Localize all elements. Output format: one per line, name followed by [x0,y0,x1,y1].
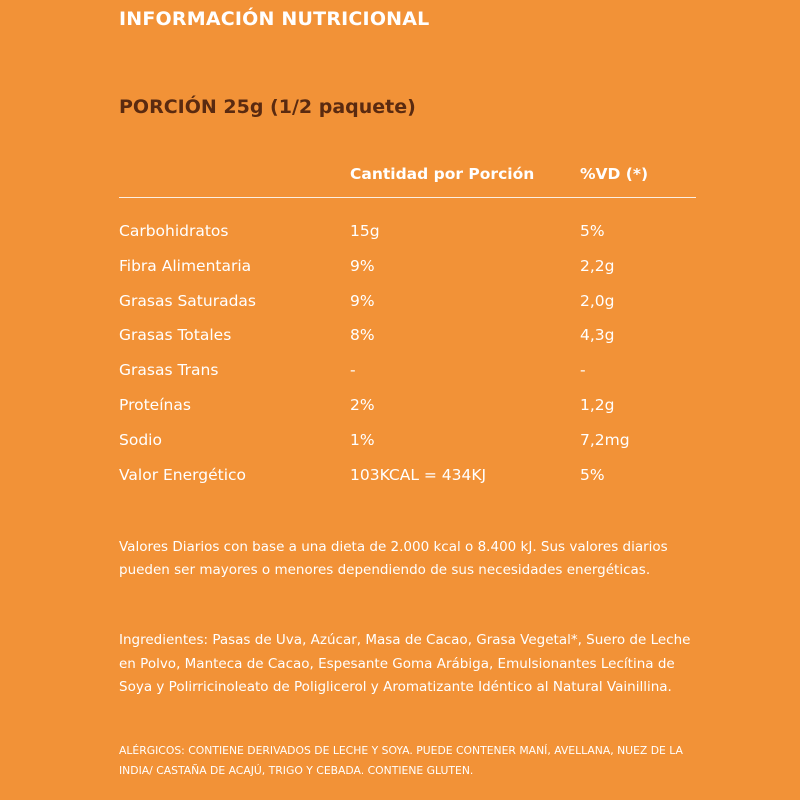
table-row [119,292,696,327]
table-header [119,165,696,187]
nutrient-daily-value: 2,2g [580,256,615,275]
table-row [119,222,696,257]
nutrient-amount: 1% [350,430,375,449]
nutrient-amount: - [350,361,356,380]
nutrient-name: Grasas Saturadas [119,291,256,310]
header-daily-value: %VD (*) [580,165,649,183]
nutrient-name: Fibra Alimentaria [119,256,252,275]
nutrient-amount: 9% [350,291,375,310]
table-row [119,431,696,466]
nutrient-daily-value: 5% [580,222,605,240]
page-title: INFORMACIÓN NUTRICIONAL [119,8,430,30]
nutrient-daily-value: 5% [580,465,605,484]
nutrient-name: Valor Energético [119,465,247,484]
nutrient-daily-value: 2,0g [580,291,615,310]
nutrient-name: Carbohidratos [119,222,229,240]
nutrient-daily-value: 7,2mg [580,430,630,449]
table-row [119,326,696,361]
daily-values-note: Valores Diarios con base a una dieta de 2.000 kcal o 8.400 kJ. Sus valores diarios pueden ser mayores o menores dependiendo de sus necesidades energéticas. [119,539,668,578]
nutrient-name: Grasas Totales [119,326,232,345]
ingredients-text: Ingredientes: Pasas de Uva, Azúcar, Masa de Cacao, Grasa Vegetal*, Suero de Leche en Polvo, Manteca de Cacao, Espesante Goma Arábiga, Emulsionantes Lecítina de Soya y Polirricinoleato de Poliglicerol y Aromatizante Idéntico al Natural Vainillina. [119,632,691,695]
table-row [119,466,696,501]
table-row [119,361,696,396]
nutrient-name: Proteínas [119,395,191,414]
nutrient-amount: 2% [350,395,375,414]
nutrient-name: Sodio [119,430,162,449]
nutrient-daily-value: 4,3g [580,326,615,345]
nutrient-amount: 8% [350,326,375,345]
nutrition-table [119,222,696,500]
nutrient-amount: 15g [350,222,380,240]
table-row [119,396,696,431]
nutrient-name: Grasas Trans [119,361,219,380]
header-amount: Cantidad por Porción [350,165,535,183]
nutrient-amount: 9% [350,256,375,275]
nutrient-daily-value: 1,2g [580,395,615,414]
allergens-text: ALÉRGICOS: CONTIENE DERIVADOS DE LECHE Y SOYA. PUEDE CONTENER MANÍ, AVELLANA, NUEZ DE LA INDIA/ CASTAÑA DE ACAJÚ, TRIGO Y CEBADA. CONTIENE GLUTEN. [119,744,683,777]
nutrient-daily-value: - [580,361,586,380]
nutrient-amount: 103KCAL = 434KJ [350,465,487,484]
table-row [119,257,696,292]
table-divider [119,197,696,198]
portion-size: PORCIÓN 25g (1/2 paquete) [119,96,416,118]
